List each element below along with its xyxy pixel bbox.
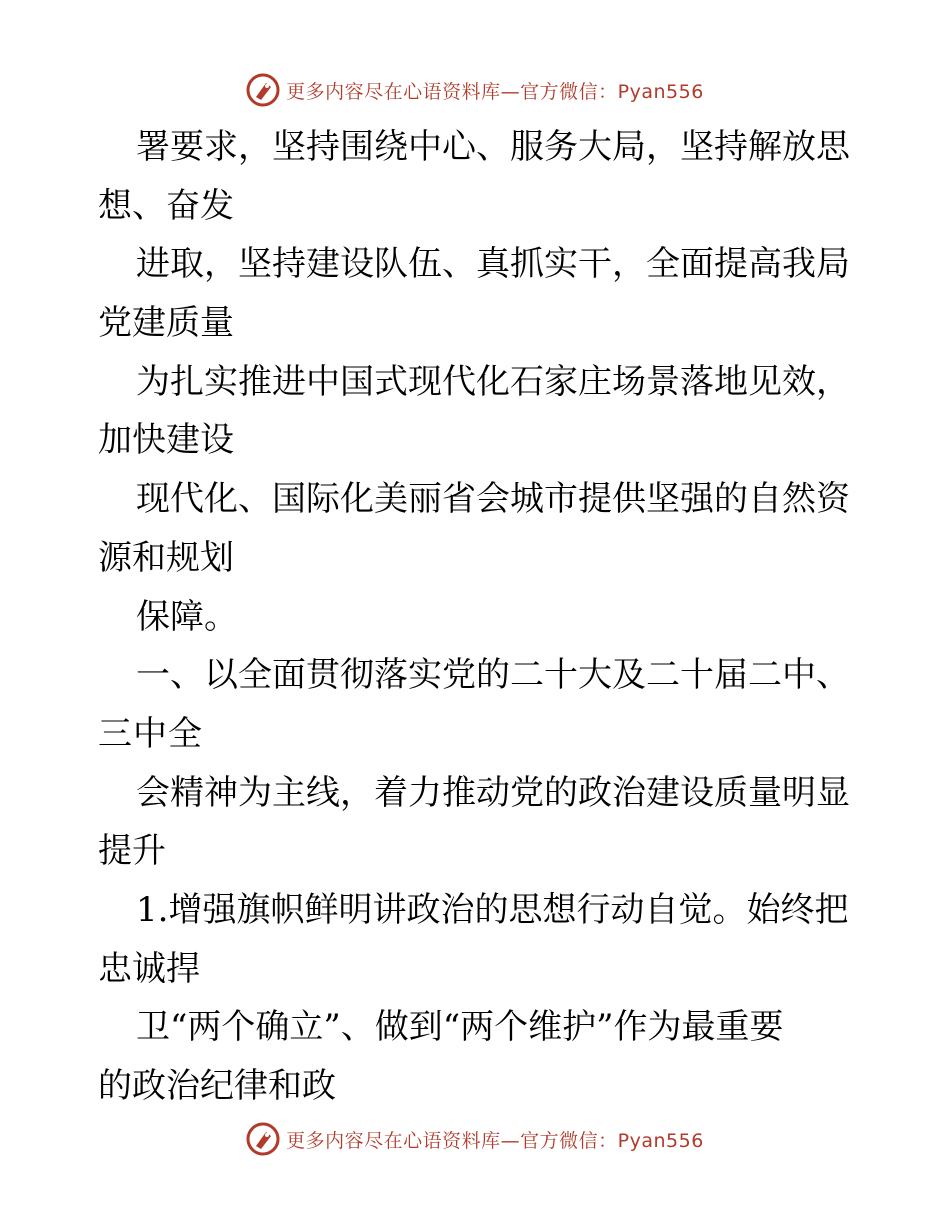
section-heading-line: 会精神为主线，着力推动党的政治建设质量明显: [136, 772, 850, 813]
paragraph-line: 为扎实推进中国式现代化石家庄场景落地见效，: [136, 361, 850, 402]
pen-nib-logo-icon: [246, 1122, 280, 1156]
numbered-item-line: 忠诚捍: [98, 948, 200, 989]
paragraph-line: 进取，坚持建设队伍、真抓实干，全面提高我局: [136, 244, 850, 285]
footer-watermark-banner: [0, 1119, 950, 1159]
watermark-text: 更多内容尽在心语资料库—官方微信：Pyan556: [286, 80, 704, 103]
paragraph-line: 党建质量: [98, 303, 234, 344]
paragraph-line: 的政治纪律和政: [98, 1066, 336, 1106]
paragraph-line: 署要求，坚持围绕中心、服务大局，坚持解放思: [136, 127, 850, 167]
paragraph-line: 想、奋发: [98, 185, 234, 226]
header-watermark-banner: [0, 70, 950, 110]
section-heading-line: 一、以全面贯彻落实党的二十大及二十届二中、: [136, 655, 850, 696]
paragraph-line: 源和规划: [98, 537, 234, 578]
numbered-item-line: 1.增强旗帜鲜明讲政治的思想行动自觉。始终把: [136, 889, 849, 930]
paragraph-line: 保障。: [136, 596, 238, 637]
section-heading-line: 三中全: [98, 713, 203, 754]
paragraph-line: 现代化、国际化美丽省会城市提供坚强的自然资: [136, 479, 850, 520]
watermark-text: 更多内容尽在心语资料库—官方微信：Pyan556: [286, 1129, 704, 1152]
section-heading-line: 提升: [98, 831, 166, 872]
pen-nib-logo-icon: [246, 73, 280, 107]
paragraph-line: 卫“两个确立”、做到“两个维护”作为最重要: [136, 1007, 784, 1048]
paragraph-line: 加快建设: [98, 420, 234, 461]
document-body: [98, 118, 858, 1116]
